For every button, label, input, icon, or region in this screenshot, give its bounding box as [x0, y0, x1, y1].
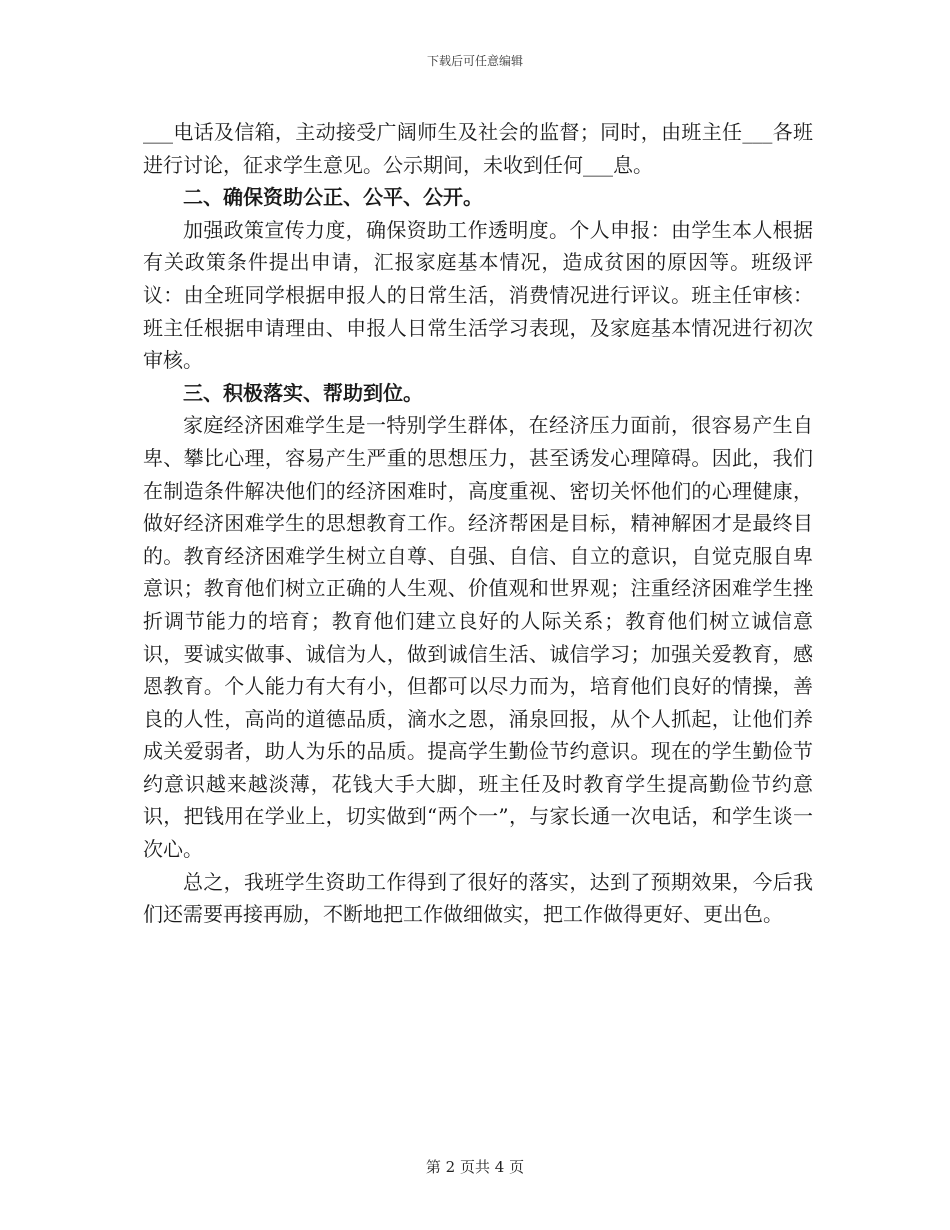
document-body	[143, 116, 813, 931]
page-number: 第 2 页共 4 页	[425, 1158, 525, 1176]
paragraph-conclusion: 总之，我班学生资助工作得到了很好的落实，达到了预期效果，今后我们还需要再接再励，不断地把工作做细做实，把工作做得更好、更出色。	[143, 869, 813, 927]
section-heading-2: 二、确保资助公正、公平、公开。	[183, 185, 483, 210]
section-heading-3: 三、积极落实、帮助到位。	[183, 380, 423, 405]
paragraph-continued: ___电话及信箱，主动接受广阔师生及社会的监督；同时，由班主任___各班进行讨论，征求学生意见。公示期间，未收到任何___息。	[143, 120, 813, 177]
paragraph-implementation: 家庭经济困难学生是一特别学生群体，在经济压力面前，很容易产生自卑、攀比心理，容易产生严重的思想压力，甚至诱发心理障碍。因此，我们在制造条件解决他们的经济困难时，高度重视、密切关怀他们的心理健康，做好经济困难学生的思想教育工作。经济帮困是目标，精神解困才是最终目的。教育经济困难学生树立自尊、自强、自信、自立的意识，自觉克服自卑意识；教育他们树立正确的人生观、价值观和世界观；注重经济困难学生挫折调节能力的培育；教育他们建立良好的人际关系；教育他们树立诚信意识，要诚实做事、诚信为人，做到诚信生活、诚信学习；加强关爱教育，感恩教育。个人能力有大有小，但都可以尽力而为，培育他们良好的情操，善良的人性，高尚的道德品质，滴水之恩，涌泉回报，从个人抓起，让他们养成关爱弱者，助人为乐的品质。提高学生勤俭节约意识。现在的学生勤俭节约意识越来越淡薄，花钱大手大脚，班主任及时教育学生提高勤俭节约意识，把钱用在学业上，切实做到“两个一”，与家长通一次电话，和学生谈一次心。	[143, 413, 813, 862]
paragraph-policy: 加强政策宣传力度，确保资助工作透明度。个人申报：由学生本人根据有关政策条件提出申请，汇报家庭基本情况，造成贫困的原因等。班级评议：由全班同学根据申报人的日常生活，消费情况进行评议。班主任审核：班主任根据申请理由、申报人日常生活学习表现，及家庭基本情况进行初次审核。	[143, 217, 813, 373]
page-header: 下载后可任意编辑	[426, 54, 523, 68]
